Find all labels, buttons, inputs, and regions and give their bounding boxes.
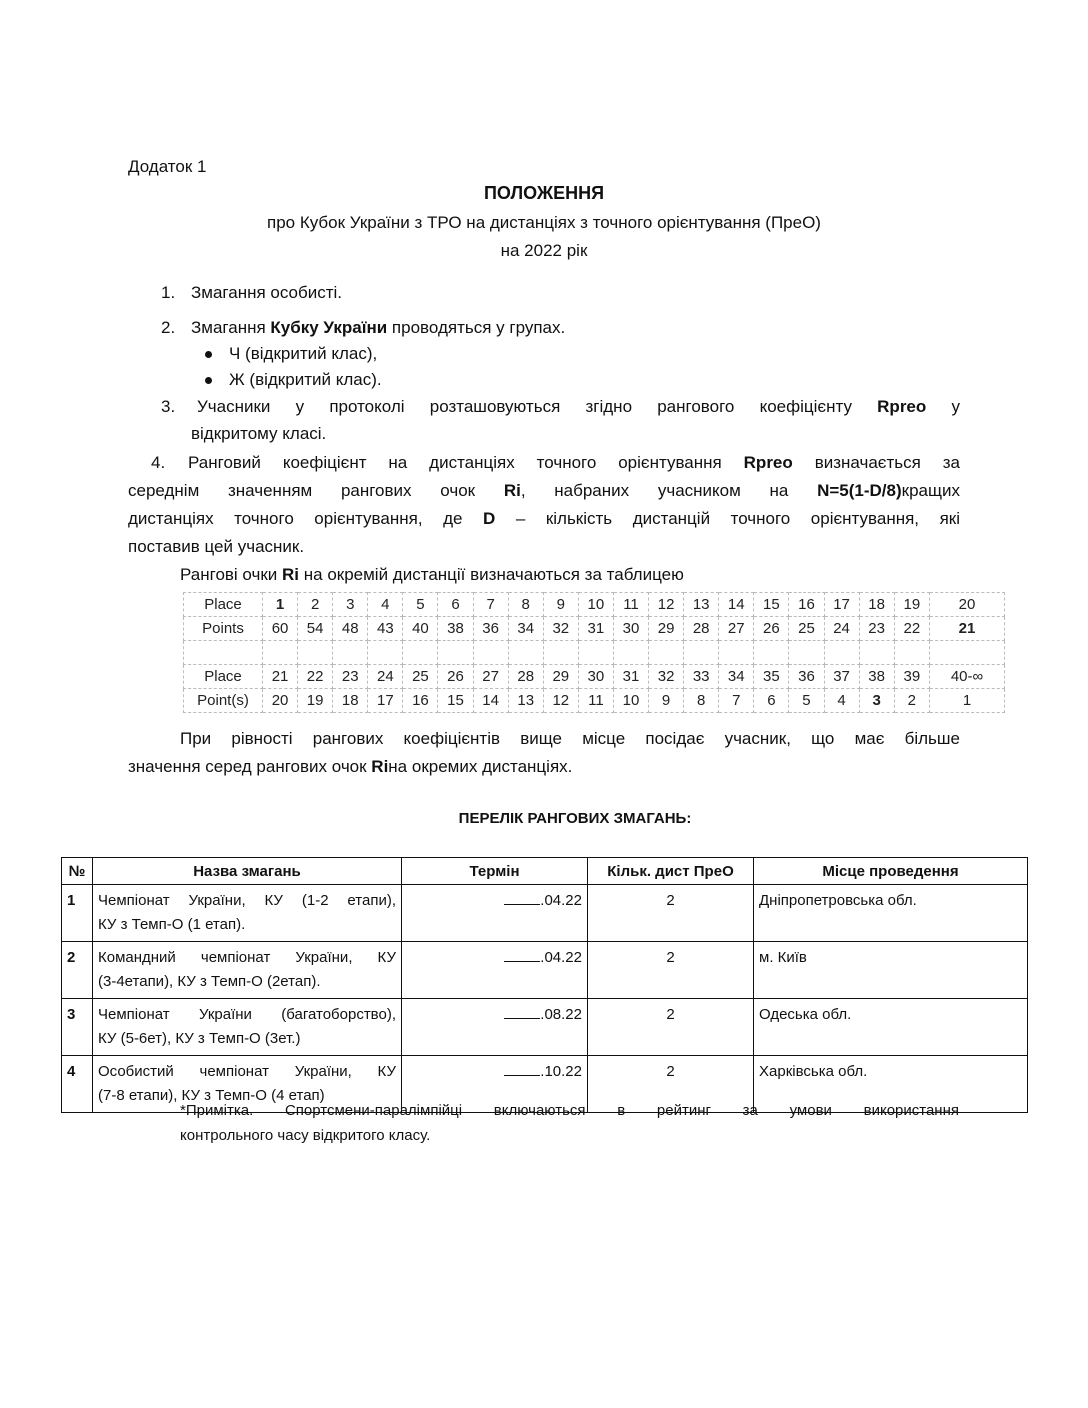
competition-place: Харківська обл. — [754, 1056, 1028, 1113]
table-cell: 25 — [789, 617, 824, 641]
item-2-post: проводяться у групах. — [387, 318, 566, 337]
table-cell: 37 — [824, 665, 859, 689]
table-cell: 16 — [789, 593, 824, 617]
empty-cell — [894, 641, 929, 665]
bullet-item-2: Ж (відкритий клас). — [229, 370, 382, 389]
footnote — [180, 1098, 959, 1148]
table-cell: 9 — [649, 689, 684, 713]
footnote-line-2: контрольного часу відкритого класу. — [180, 1127, 431, 1144]
table-cell: 3 — [859, 689, 894, 713]
item-4-l2-post: кращих — [901, 481, 960, 500]
empty-cell — [930, 641, 1005, 665]
table-cell: 23 — [859, 617, 894, 641]
empty-cell — [719, 641, 754, 665]
ri-pre: Рангові очки — [180, 565, 283, 584]
item-2-pre: Змагання — [191, 318, 271, 337]
item-3-post: у — [926, 397, 960, 416]
table-cell: 11 — [578, 689, 613, 713]
name-line: Чемпіонат України (багатоборство), — [98, 1006, 396, 1023]
empty-cell — [403, 641, 438, 665]
blank-underline — [504, 890, 540, 905]
table-cell: 36 — [789, 665, 824, 689]
empty-cell — [789, 641, 824, 665]
item-4-line-4: поставив цей учасник. — [128, 537, 305, 556]
item-4-l2-pre: середнім значенням рангових очок — [128, 481, 504, 500]
empty-cell — [578, 641, 613, 665]
table-cell: 35 — [754, 665, 789, 689]
table-cell: 30 — [578, 665, 613, 689]
table-cell: 26 — [438, 665, 473, 689]
table-cell: 28 — [684, 617, 719, 641]
table-cell: 40-∞ — [930, 665, 1005, 689]
column-header: Кільк. дист ПреО — [588, 858, 754, 885]
table-row — [62, 885, 1028, 942]
table-cell: 5 — [789, 689, 824, 713]
distance-count: 2 — [588, 885, 754, 942]
document-subtitle: про Кубок України з ТРО на дистанціях з точного орієнтування (ПреО) — [267, 213, 821, 232]
bullet-icon — [205, 377, 212, 384]
table-cell: 31 — [613, 665, 648, 689]
empty-cell — [333, 641, 368, 665]
equal-rule-bold: Ri — [371, 757, 389, 776]
competition-place: м. Київ — [754, 942, 1028, 999]
item-4-number: 4. — [151, 453, 166, 472]
table-cell: 43 — [368, 617, 403, 641]
table-cell: 29 — [543, 665, 578, 689]
table-cell: 17 — [824, 593, 859, 617]
item-4-line-2 — [128, 481, 960, 501]
column-header: № — [62, 858, 93, 885]
row-number: 2 — [62, 942, 93, 999]
empty-cell — [754, 641, 789, 665]
table-cell: 21 — [930, 617, 1005, 641]
table-cell: 15 — [754, 593, 789, 617]
table-cell: 20 — [263, 689, 298, 713]
row-number: 1 — [62, 885, 93, 942]
empty-cell — [368, 641, 403, 665]
table-cell: 26 — [754, 617, 789, 641]
column-header: Назва змагань — [93, 858, 402, 885]
item-4-line-1 — [188, 453, 960, 473]
row-number: 3 — [62, 999, 93, 1056]
distance-count: 2 — [588, 999, 754, 1056]
item-4-line-3 — [128, 509, 960, 529]
table-header-row — [62, 858, 1028, 885]
table-cell: 4 — [824, 689, 859, 713]
empty-cell — [473, 641, 508, 665]
table-cell: 36 — [473, 617, 508, 641]
blank-underline — [504, 1061, 540, 1076]
competition-name — [93, 942, 402, 999]
table-cell: 4 — [368, 593, 403, 617]
item-3-line-2: відкритому класі. — [191, 424, 327, 443]
bullet-item-1: Ч (відкритий клас), — [229, 344, 378, 363]
table-cell: 9 — [543, 593, 578, 617]
table-cell: 1 — [263, 593, 298, 617]
table-row — [62, 999, 1028, 1056]
table-cell: 34 — [719, 665, 754, 689]
table-cell: 31 — [578, 617, 613, 641]
name-line: (3-4етапи), КУ з Темп-О (2етап). — [98, 973, 321, 990]
table-cell: 19 — [298, 689, 333, 713]
blank-underline — [504, 1004, 540, 1019]
competition-date — [402, 999, 588, 1056]
empty-cell — [298, 641, 333, 665]
table-cell: 39 — [894, 665, 929, 689]
item-3-line-1 — [197, 397, 960, 417]
table-cell: 10 — [613, 689, 648, 713]
table-cell: 11 — [613, 593, 648, 617]
empty-cell — [824, 641, 859, 665]
table-row — [184, 665, 1005, 689]
empty-cell — [263, 641, 298, 665]
table-cell: 34 — [508, 617, 543, 641]
table-cell: 28 — [508, 665, 543, 689]
table-cell: 7 — [719, 689, 754, 713]
empty-cell — [508, 641, 543, 665]
table-cell: 23 — [333, 665, 368, 689]
table-cell: 32 — [649, 665, 684, 689]
blank-underline — [504, 947, 540, 962]
table-cell: 2 — [894, 689, 929, 713]
table-cell: 38 — [859, 665, 894, 689]
item-4-l3-pre: дистанціях точного орієнтування, де — [128, 509, 483, 528]
item-2-bold: Кубку України — [270, 318, 388, 337]
empty-cell — [684, 641, 719, 665]
table-cell: 5 — [403, 593, 438, 617]
equal-rule-pre: значення серед рангових очок — [128, 757, 372, 776]
name-line: (7-8 етапи), КУ з Темп-О (4 етап) — [98, 1087, 325, 1104]
competition-name — [93, 885, 402, 942]
name-line: Особистий чемпіонат України, КУ — [98, 1063, 396, 1080]
empty-cell — [613, 641, 648, 665]
item-4-l2-bold-ri: Ri — [503, 481, 521, 500]
date-text: .04.22 — [540, 892, 582, 909]
table-cell: 24 — [368, 665, 403, 689]
competitions-table — [61, 857, 1028, 1113]
column-header: Термін — [402, 858, 588, 885]
date-text: .10.22 — [540, 1063, 582, 1080]
table-cell: 18 — [333, 689, 368, 713]
competition-name — [93, 999, 402, 1056]
item-1-number: 1. — [161, 283, 176, 302]
table-cell: 1 — [930, 689, 1005, 713]
table-row — [184, 617, 1005, 641]
empty-cell — [184, 641, 263, 665]
item-4-l2-mid: , набраних учасником на — [520, 481, 818, 500]
row-label: Point(s) — [184, 689, 263, 713]
item-4-l3-post: – кількість дистанцій точного орієнтування, які — [495, 509, 960, 528]
table-cell: 33 — [684, 665, 719, 689]
row-label: Points — [184, 617, 263, 641]
table-cell: 17 — [368, 689, 403, 713]
equal-rule-line-1: При рівності рангових коефіцієнтів вище місце посідає учасник, що має більше — [180, 729, 960, 748]
table-cell: 6 — [754, 689, 789, 713]
table-cell: 12 — [543, 689, 578, 713]
distance-count: 2 — [588, 1056, 754, 1113]
item-4-l1-bold: Rpreo — [743, 453, 793, 472]
column-header: Місце проведення — [754, 858, 1028, 885]
item-2-number: 2. — [161, 318, 176, 337]
table-cell: 22 — [298, 665, 333, 689]
competition-place: Дніпропетровська обл. — [754, 885, 1028, 942]
row-label: Place — [184, 593, 263, 617]
table-cell: 27 — [473, 665, 508, 689]
appendix-label: Додаток 1 — [128, 157, 207, 176]
equal-rule-post: на окремих дистанціях. — [388, 757, 573, 776]
item-4-l2-bold-n: N=5(1-D/8) — [817, 481, 902, 500]
table-cell: 38 — [438, 617, 473, 641]
table-row — [184, 689, 1005, 713]
item-4-l1-post: визначається за — [792, 453, 960, 472]
item-2-text — [191, 318, 565, 338]
table-cell: 29 — [649, 617, 684, 641]
table-cell: 48 — [333, 617, 368, 641]
row-label: Place — [184, 665, 263, 689]
footnote-line-1: *Примітка. Спортсмени-паралімпійці включаються в рейтинг за умови використання — [180, 1102, 959, 1119]
name-line: КУ (5-6ет), КУ з Темп-О (3ет.) — [98, 1030, 301, 1047]
item-4-l3-bold: D — [483, 509, 496, 528]
competition-place: Одеська обл. — [754, 999, 1028, 1056]
table-cell: 22 — [894, 617, 929, 641]
date-text: .04.22 — [540, 949, 582, 966]
distance-count: 2 — [588, 942, 754, 999]
points-table — [183, 592, 1005, 713]
bullet-icon — [205, 351, 212, 358]
name-line: Командний чемпіонат України, КУ — [98, 949, 396, 966]
item-3-bold: Rpreo — [877, 397, 927, 416]
table-cell: 30 — [613, 617, 648, 641]
row-number: 4 — [62, 1056, 93, 1113]
table-cell: 25 — [403, 665, 438, 689]
item-4-l1-pre: Ранговий коефіцієнт на дистанціях точного орієнтування — [188, 453, 744, 472]
table-cell: 15 — [438, 689, 473, 713]
ri-post: на окремій дистанції визначаються за таблицею — [299, 565, 684, 584]
empty-cell — [438, 641, 473, 665]
list-heading: ПЕРЕЛІК РАНГОВИХ ЗМАГАНЬ: — [458, 810, 692, 827]
name-line: Чемпіонат України, КУ (1-2 етапи), — [98, 892, 396, 909]
table-cell: 13 — [684, 593, 719, 617]
table-cell: 10 — [578, 593, 613, 617]
table-cell: 24 — [824, 617, 859, 641]
table-row — [184, 593, 1005, 617]
table-cell: 60 — [263, 617, 298, 641]
ri-bold: Ri — [282, 565, 300, 584]
table-cell: 7 — [473, 593, 508, 617]
table-cell: 2 — [298, 593, 333, 617]
table-cell: 12 — [649, 593, 684, 617]
table-cell: 16 — [403, 689, 438, 713]
item-1-text: Змагання особисті. — [191, 283, 343, 302]
date-text: .08.22 — [540, 1006, 582, 1023]
year-line: на 2022 рік — [500, 241, 588, 260]
table-cell: 40 — [403, 617, 438, 641]
document-title: ПОЛОЖЕННЯ — [483, 183, 605, 203]
table-cell: 32 — [543, 617, 578, 641]
table-cell: 18 — [859, 593, 894, 617]
table-cell: 3 — [333, 593, 368, 617]
table-cell: 21 — [263, 665, 298, 689]
competition-date — [402, 885, 588, 942]
empty-cell — [649, 641, 684, 665]
table-cell: 13 — [508, 689, 543, 713]
item-3-pre: Учасники у протоколі розташовуються згідно рангового коефіцієнту — [197, 397, 878, 416]
table-row-spacer — [184, 641, 1005, 665]
table-cell: 8 — [684, 689, 719, 713]
table-cell: 54 — [298, 617, 333, 641]
table-cell: 14 — [719, 593, 754, 617]
equal-rule-line-2 — [128, 757, 572, 777]
empty-cell — [543, 641, 578, 665]
table-cell: 20 — [930, 593, 1005, 617]
table-cell: 19 — [894, 593, 929, 617]
table-cell: 14 — [473, 689, 508, 713]
table-cell: 8 — [508, 593, 543, 617]
table-cell: 27 — [719, 617, 754, 641]
name-line: КУ з Темп-О (1 етап). — [98, 916, 246, 933]
table-row — [62, 942, 1028, 999]
competition-date — [402, 942, 588, 999]
ri-intro — [180, 565, 684, 585]
item-3-number: 3. — [161, 397, 176, 416]
table-cell: 6 — [438, 593, 473, 617]
empty-cell — [859, 641, 894, 665]
